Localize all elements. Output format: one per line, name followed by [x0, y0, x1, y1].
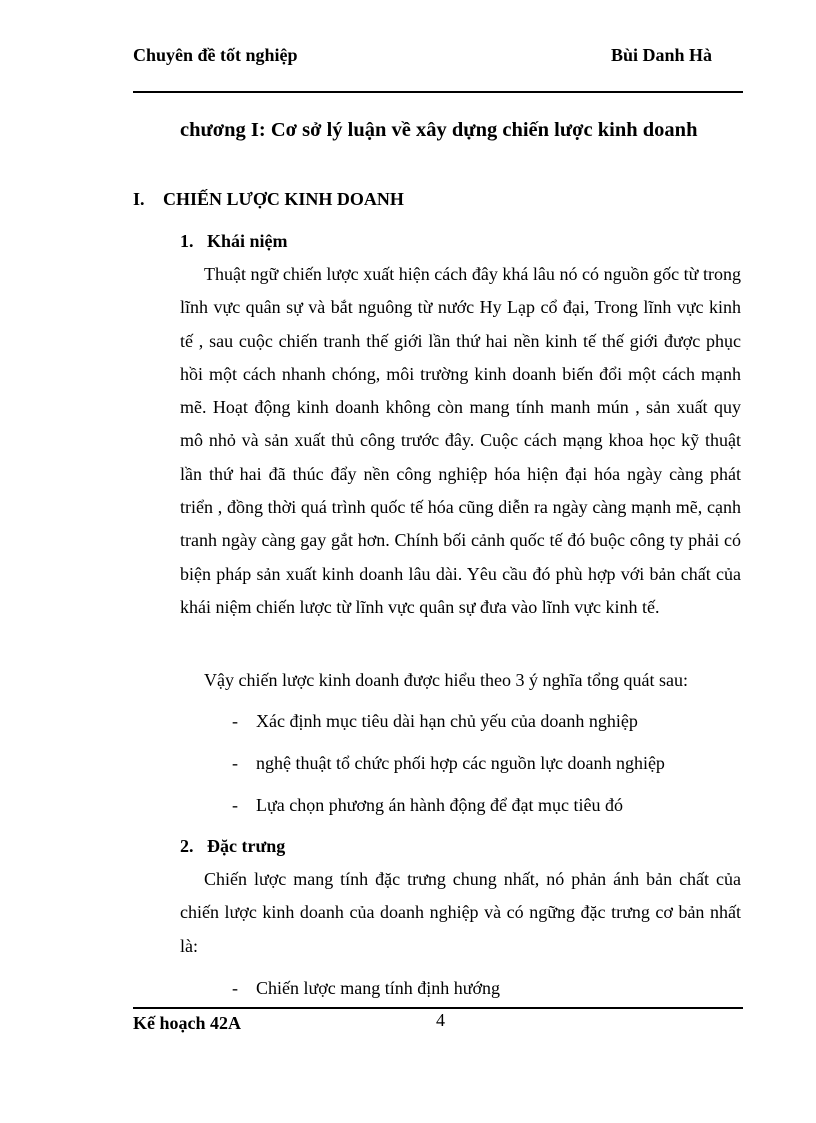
- bullet-dash: -: [232, 711, 238, 731]
- paragraph-summary: Vậy chiến lược kinh doanh được hiểu theo 3 ý nghĩa tổng quát sau:: [204, 670, 688, 690]
- footer-rule: [133, 1007, 743, 1009]
- subsection-number: 1.: [180, 231, 194, 251]
- header-author: Bùi Danh Hà: [610, 45, 712, 65]
- list-item: - nghệ thuật tổ chức phối hợp các nguồn lực doanh nghiệp: [232, 753, 665, 773]
- list-item: - Chiến lược mang tính định hướng: [232, 978, 501, 998]
- section-title: CHIẾN LƯỢC KINH DOANH: [163, 189, 404, 209]
- page-number: 4: [436, 1010, 445, 1030]
- paragraph-concept: Thuật ngữ chiến lược xuất hiện cách đây khá lâu nó có nguồn gốc từ trong lĩnh vực quân sự và bắt nguông từ nước Hy Lạp cổ đại, Trong lĩnh vực kinh tế , sau cuộc chiến tranh thế giới lần thứ hai nền kinh tế thế giới được phục hồi một cách nhanh chóng, môi trường kinh doanh biến đổi một cách mạnh mẽ. Hoạt động kinh doanh không còn mang tính manh mún , sản xuất quy mô nhỏ và sản xuất thủ công trước đây. Cuộc cách mạng khoa học kỹ thuật lần thứ hai đã thúc đẩy nền công nghiệp hóa hiện đại hóa ngày càng phát triển , đồng thời quá trình quốc tế hóa cũng diễn ra ngày càng mạnh mẽ, cạnh tranh ngày càng gay gắt hơn. Chính bối cảnh quốc tế đó buộc công ty phải có biện pháp sản xuất kinh doanh lâu dài. Yêu cầu đó phù hợp với bản chất của khái niệm chiến lược từ lĩnh vực quân sự đưa vào lĩnh vực kinh tế.: [180, 264, 741, 617]
- subsection-title: Đặc trưng: [207, 836, 286, 856]
- bullet-dash: -: [232, 753, 238, 773]
- paragraph-characteristics: Chiến lược mang tính đặc trưng chung nhất, nó phản ánh bản chất của chiến lược kinh doanh của doanh nghiệp và có ngững đặc trưng cơ bản nhất là:: [180, 869, 741, 956]
- subsection-number: 2.: [180, 836, 194, 856]
- footer-class: Kế hoạch 42A: [133, 1013, 241, 1033]
- bullet-dash: -: [232, 795, 238, 815]
- section-heading: [133, 189, 404, 210]
- chapter-title: chương I: Cơ sở lý luận về xây dựng chiến lược kinh doanh: [180, 119, 698, 141]
- subsection-heading-2: [180, 836, 285, 857]
- subsection-title: Khái niệm: [207, 231, 288, 251]
- list-item: - Xác định mục tiêu dài hạn chủ yếu của doanh nghiệp: [232, 711, 638, 731]
- bullet-dash: -: [232, 978, 238, 998]
- list-item: - Lựa chọn phương án hành động để đạt mục tiêu đó: [232, 795, 623, 815]
- header-title: Chuyên đề tốt nghiệp: [133, 45, 298, 65]
- section-number: I.: [133, 189, 145, 209]
- subsection-heading-1: [180, 231, 288, 252]
- header-rule: [133, 91, 743, 93]
